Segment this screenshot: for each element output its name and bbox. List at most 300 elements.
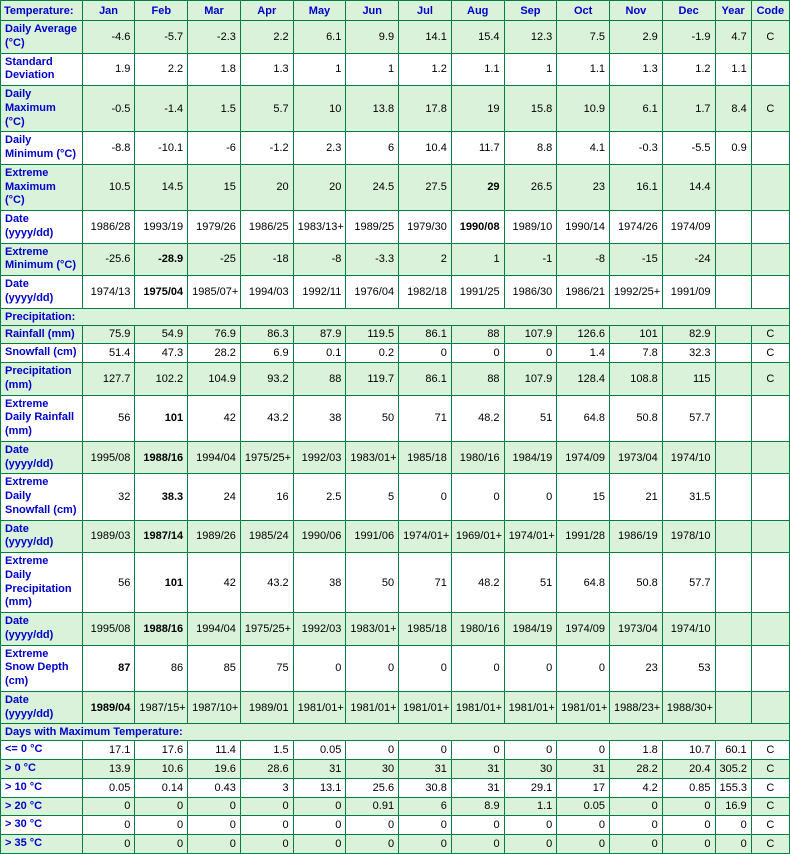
cell-value: 1990/14 (557, 211, 610, 244)
cell-value: 24.5 (346, 164, 399, 210)
row-label: Extreme Snow Depth (cm) (1, 645, 83, 691)
column-header-month-6: Jun (346, 1, 399, 21)
cell-value: 14.1 (399, 21, 452, 54)
cell-value: 5 (346, 474, 399, 520)
cell-value: 10.5 (82, 164, 135, 210)
table-row (1, 778, 790, 797)
cell-code-value: C (751, 741, 789, 760)
table-row (1, 276, 790, 309)
column-header-month-10: Oct (557, 1, 610, 21)
table-row (1, 797, 790, 816)
cell-value: 0.91 (346, 797, 399, 816)
cell-value: 0 (451, 741, 504, 760)
cell-value: 17 (557, 778, 610, 797)
cell-value: 1975/25+ (240, 441, 293, 474)
cell-value: 23 (610, 645, 663, 691)
row-label: Date (yyyy/dd) (1, 520, 83, 553)
cell-value: 1983/13+ (293, 211, 346, 244)
cell-value: 0 (240, 835, 293, 854)
cell-code-value (751, 441, 789, 474)
table-row (1, 645, 790, 691)
cell-value: 0 (557, 741, 610, 760)
cell-value: 1.9 (82, 53, 135, 86)
cell-value: 26.5 (504, 164, 557, 210)
cell-value: 1983/01+ (346, 441, 399, 474)
cell-code-value: C (751, 778, 789, 797)
cell-value: 43.2 (240, 395, 293, 441)
cell-value: 1988/16 (135, 441, 188, 474)
cell-value: 86.1 (399, 363, 452, 396)
column-header-month-3: Mar (188, 1, 241, 21)
cell-value: 119.7 (346, 363, 399, 396)
cell-value: 15 (557, 474, 610, 520)
cell-value: 1986/25 (240, 211, 293, 244)
cell-value: -6 (188, 132, 241, 165)
cell-value: -8 (557, 243, 610, 276)
cell-value: 101 (610, 325, 663, 344)
cell-value: 5.7 (240, 86, 293, 132)
cell-value: 1978/10 (662, 520, 715, 553)
cell-value: 1973/04 (610, 441, 663, 474)
cell-value: 0 (293, 645, 346, 691)
cell-code-value: C (751, 797, 789, 816)
cell-value: 38.3 (135, 474, 188, 520)
cell-value: 32.3 (662, 344, 715, 363)
cell-code-value (751, 553, 789, 613)
cell-value: 2.3 (293, 132, 346, 165)
cell-value: -8.8 (82, 132, 135, 165)
table-row (1, 53, 790, 86)
cell-value: 87 (82, 645, 135, 691)
section-header-days-max-temp: Days with Maximum Temperature: (1, 724, 790, 741)
table-row (1, 760, 790, 779)
cell-year-value (715, 211, 751, 244)
cell-year-value: 8.4 (715, 86, 751, 132)
cell-value: 87.9 (293, 325, 346, 344)
row-label: Daily Average (°C) (1, 21, 83, 54)
cell-value: 38 (293, 553, 346, 613)
cell-value: 127.7 (82, 363, 135, 396)
row-label: > 10 °C (1, 778, 83, 797)
cell-value: 0 (346, 645, 399, 691)
cell-value: -0.3 (610, 132, 663, 165)
cell-value: 15 (188, 164, 241, 210)
cell-value: 0 (293, 797, 346, 816)
cell-value: 19 (451, 86, 504, 132)
cell-value: 1986/28 (82, 211, 135, 244)
cell-value: 23 (557, 164, 610, 210)
cell-value: 128.4 (557, 363, 610, 396)
table-row (1, 441, 790, 474)
cell-value: 0.05 (293, 741, 346, 760)
cell-value: 50 (346, 553, 399, 613)
cell-value: 108.8 (610, 363, 663, 396)
cell-value: 115 (662, 363, 715, 396)
cell-value: 0 (82, 797, 135, 816)
cell-value: -0.5 (82, 86, 135, 132)
cell-year-value (715, 474, 751, 520)
cell-value: 71 (399, 553, 452, 613)
cell-value: 107.9 (504, 325, 557, 344)
cell-value: 1992/03 (293, 613, 346, 646)
row-label: Extreme Maximum (°C) (1, 164, 83, 210)
cell-value: 3 (240, 778, 293, 797)
cell-value: 1985/18 (399, 613, 452, 646)
cell-value: 6.1 (610, 86, 663, 132)
cell-value: 86.3 (240, 325, 293, 344)
cell-value: 1994/04 (188, 613, 241, 646)
cell-value: -3.3 (346, 243, 399, 276)
row-label: Date (yyyy/dd) (1, 276, 83, 309)
cell-value: 0 (188, 816, 241, 835)
cell-value: 0 (610, 797, 663, 816)
table-row (1, 211, 790, 244)
cell-value: 0 (293, 816, 346, 835)
cell-code-value (751, 613, 789, 646)
cell-year-value (715, 395, 751, 441)
column-header-code: Code (751, 1, 789, 21)
cell-value: 1981/01+ (293, 691, 346, 724)
cell-code-value: C (751, 86, 789, 132)
table-row (1, 520, 790, 553)
cell-value: 0 (610, 835, 663, 854)
cell-value: 1981/01+ (451, 691, 504, 724)
cell-year-value (715, 325, 751, 344)
cell-value: 0.43 (188, 778, 241, 797)
row-label: Date (yyyy/dd) (1, 441, 83, 474)
cell-value: 12.3 (504, 21, 557, 54)
cell-value: 1.4 (557, 344, 610, 363)
cell-code-value (751, 276, 789, 309)
cell-value: 1991/06 (346, 520, 399, 553)
cell-value: 88 (451, 363, 504, 396)
cell-value: 13.1 (293, 778, 346, 797)
cell-value: 1982/18 (399, 276, 452, 309)
cell-value: 1 (293, 53, 346, 86)
cell-value: 0 (504, 344, 557, 363)
cell-value: -28.9 (135, 243, 188, 276)
cell-value: 13.8 (346, 86, 399, 132)
row-label: Daily Minimum (°C) (1, 132, 83, 165)
cell-value: 1989/25 (346, 211, 399, 244)
cell-value: 1994/03 (240, 276, 293, 309)
cell-value: 1993/19 (135, 211, 188, 244)
cell-value: 0 (504, 645, 557, 691)
section-header-precipitation: Precipitation: (1, 308, 790, 325)
cell-year-value: 4.7 (715, 21, 751, 54)
cell-value: 86 (135, 645, 188, 691)
cell-value: 75.9 (82, 325, 135, 344)
cell-value: 1.8 (610, 741, 663, 760)
column-header-month-9: Sep (504, 1, 557, 21)
table-row (1, 816, 790, 835)
cell-value: -2.3 (188, 21, 241, 54)
row-label: Date (yyyy/dd) (1, 613, 83, 646)
cell-value: 50.8 (610, 553, 663, 613)
cell-value: 64.8 (557, 395, 610, 441)
cell-year-value: 0 (715, 816, 751, 835)
row-label: Daily Maximum (°C) (1, 86, 83, 132)
cell-value: -24 (662, 243, 715, 276)
cell-code-value (751, 520, 789, 553)
cell-value: 1.2 (662, 53, 715, 86)
cell-value: 57.7 (662, 553, 715, 613)
cell-year-value (715, 276, 751, 309)
cell-value: 57.7 (662, 395, 715, 441)
cell-value: 1994/04 (188, 441, 241, 474)
cell-value: 0 (504, 835, 557, 854)
row-label: Snowfall (cm) (1, 344, 83, 363)
cell-value: 2.2 (135, 53, 188, 86)
cell-year-value: 0 (715, 835, 751, 854)
cell-code-value (751, 211, 789, 244)
column-header-month-5: May (293, 1, 346, 21)
cell-value: -1.9 (662, 21, 715, 54)
row-label: > 30 °C (1, 816, 83, 835)
cell-value: 17.6 (135, 741, 188, 760)
cell-value: 42 (188, 395, 241, 441)
cell-value: 8.8 (504, 132, 557, 165)
cell-value: 0 (346, 835, 399, 854)
cell-value: 48.2 (451, 553, 504, 613)
cell-value: 1981/01+ (504, 691, 557, 724)
table-row (1, 613, 790, 646)
table-row (1, 553, 790, 613)
cell-value: 1985/18 (399, 441, 452, 474)
cell-value: 1986/30 (504, 276, 557, 309)
row-label: Date (yyyy/dd) (1, 691, 83, 724)
cell-value: 1.1 (451, 53, 504, 86)
cell-value: 1988/16 (135, 613, 188, 646)
cell-value: 1974/26 (610, 211, 663, 244)
cell-value: 0 (451, 474, 504, 520)
cell-year-value (715, 645, 751, 691)
cell-year-value (715, 553, 751, 613)
cell-value: 1974/09 (557, 613, 610, 646)
cell-value: 31 (451, 760, 504, 779)
cell-value: 104.9 (188, 363, 241, 396)
cell-value: -15 (610, 243, 663, 276)
cell-value: 2 (399, 243, 452, 276)
table-header-row (1, 1, 790, 21)
cell-value: 1 (451, 243, 504, 276)
cell-value: 1974/10 (662, 613, 715, 646)
cell-year-value: 305.2 (715, 760, 751, 779)
cell-value: 24 (188, 474, 241, 520)
cell-value: 119.5 (346, 325, 399, 344)
column-header-month-2: Feb (135, 1, 188, 21)
row-label: Precipitation (mm) (1, 363, 83, 396)
cell-value: 1990/08 (451, 211, 504, 244)
table-row (1, 741, 790, 760)
cell-year-value: 0.9 (715, 132, 751, 165)
cell-value: 1 (504, 53, 557, 86)
cell-value: 1.8 (188, 53, 241, 86)
cell-code-value (751, 474, 789, 520)
cell-value: 1975/04 (135, 276, 188, 309)
row-label: Extreme Minimum (°C) (1, 243, 83, 276)
cell-value: 1.3 (610, 53, 663, 86)
row-label: > 0 °C (1, 760, 83, 779)
cell-value: 8.9 (451, 797, 504, 816)
cell-value: 7.5 (557, 21, 610, 54)
cell-value: 9.9 (346, 21, 399, 54)
cell-value: 107.9 (504, 363, 557, 396)
cell-value: 0 (557, 835, 610, 854)
cell-value: 20 (293, 164, 346, 210)
cell-value: 0 (610, 816, 663, 835)
cell-value: 1992/03 (293, 441, 346, 474)
cell-value: 31 (451, 778, 504, 797)
cell-value: 0 (399, 474, 452, 520)
cell-value: 1974/01+ (504, 520, 557, 553)
column-header-year: Year (715, 1, 751, 21)
cell-value: 1.5 (240, 741, 293, 760)
cell-value: 1979/26 (188, 211, 241, 244)
cell-value: 76.9 (188, 325, 241, 344)
cell-value: 0 (188, 835, 241, 854)
cell-year-value (715, 613, 751, 646)
cell-value: 1.7 (662, 86, 715, 132)
table-row (1, 363, 790, 396)
cell-value: 15.4 (451, 21, 504, 54)
cell-code-value (751, 164, 789, 210)
table-row (1, 835, 790, 854)
cell-value: 1987/10+ (188, 691, 241, 724)
cell-value: 101 (135, 553, 188, 613)
cell-value: 0 (662, 797, 715, 816)
cell-value: 38 (293, 395, 346, 441)
row-label: > 35 °C (1, 835, 83, 854)
column-header-temperature: Temperature: (1, 1, 83, 21)
cell-value: -25 (188, 243, 241, 276)
cell-year-value: 155.3 (715, 778, 751, 797)
cell-value: -25.6 (82, 243, 135, 276)
cell-code-value: C (751, 344, 789, 363)
cell-year-value (715, 164, 751, 210)
cell-value: 28.2 (188, 344, 241, 363)
cell-value: 29.1 (504, 778, 557, 797)
cell-value: 11.4 (188, 741, 241, 760)
cell-value: 1989/03 (82, 520, 135, 553)
table-row (1, 243, 790, 276)
cell-year-value (715, 520, 751, 553)
cell-value: 1974/09 (557, 441, 610, 474)
cell-value: 1991/28 (557, 520, 610, 553)
cell-value: 17.1 (82, 741, 135, 760)
cell-value: 54.9 (135, 325, 188, 344)
cell-value: 0 (451, 835, 504, 854)
cell-value: 10.4 (399, 132, 452, 165)
cell-value: 10 (293, 86, 346, 132)
cell-value: 2.2 (240, 21, 293, 54)
column-header-month-4: Apr (240, 1, 293, 21)
cell-value: 4.2 (610, 778, 663, 797)
cell-value: 86.1 (399, 325, 452, 344)
cell-value: 85 (188, 645, 241, 691)
cell-value: 0 (662, 816, 715, 835)
cell-value: 71 (399, 395, 452, 441)
cell-value: 16 (240, 474, 293, 520)
cell-value: 0.05 (557, 797, 610, 816)
table-row (1, 21, 790, 54)
cell-value: 6.1 (293, 21, 346, 54)
cell-value: 88 (451, 325, 504, 344)
cell-code-value: C (751, 363, 789, 396)
cell-value: 0 (346, 741, 399, 760)
cell-value: 1984/19 (504, 613, 557, 646)
cell-value: 0 (451, 344, 504, 363)
cell-value: 53 (662, 645, 715, 691)
column-header-month-12: Dec (662, 1, 715, 21)
cell-value: 6 (346, 132, 399, 165)
cell-value: -5.7 (135, 21, 188, 54)
cell-value: 28.2 (610, 760, 663, 779)
cell-value: 0 (346, 816, 399, 835)
cell-value: 0 (451, 816, 504, 835)
cell-value: 1984/19 (504, 441, 557, 474)
cell-year-value (715, 243, 751, 276)
cell-value: 25.6 (346, 778, 399, 797)
cell-value: 1988/30+ (662, 691, 715, 724)
column-header-month-11: Nov (610, 1, 663, 21)
cell-value: 1975/25+ (240, 613, 293, 646)
cell-value: 31 (399, 760, 452, 779)
cell-code-value: C (751, 325, 789, 344)
table-row (1, 164, 790, 210)
cell-year-value (715, 691, 751, 724)
cell-value: 1974/09 (662, 211, 715, 244)
cell-value: 0 (399, 645, 452, 691)
table-row (1, 474, 790, 520)
cell-value: 1988/23+ (610, 691, 663, 724)
table-row (1, 325, 790, 344)
cell-value: 32 (82, 474, 135, 520)
cell-value: 20.4 (662, 760, 715, 779)
cell-value: 64.8 (557, 553, 610, 613)
cell-value: 1989/26 (188, 520, 241, 553)
cell-value: 20 (240, 164, 293, 210)
cell-value: 1 (346, 53, 399, 86)
row-label: > 20 °C (1, 797, 83, 816)
cell-value: 15.8 (504, 86, 557, 132)
table-row (1, 344, 790, 363)
cell-value: 1.3 (240, 53, 293, 86)
cell-value: 1969/01+ (451, 520, 504, 553)
cell-value: 50.8 (610, 395, 663, 441)
cell-value: 0 (399, 344, 452, 363)
cell-value: 7.8 (610, 344, 663, 363)
cell-code-value (751, 53, 789, 86)
cell-value: 1979/30 (399, 211, 452, 244)
column-header-month-7: Jul (399, 1, 452, 21)
cell-value: 1973/04 (610, 613, 663, 646)
cell-value: 1980/16 (451, 613, 504, 646)
table-section-row (1, 724, 790, 741)
cell-value: -1.4 (135, 86, 188, 132)
cell-value: 2.9 (610, 21, 663, 54)
cell-value: 0 (240, 816, 293, 835)
cell-value: 14.5 (135, 164, 188, 210)
row-label: Standard Deviation (1, 53, 83, 86)
table-row (1, 86, 790, 132)
cell-code-value: C (751, 835, 789, 854)
row-label: Rainfall (mm) (1, 325, 83, 344)
table-section-row (1, 308, 790, 325)
cell-value: 56 (82, 553, 135, 613)
cell-value: 0.1 (293, 344, 346, 363)
cell-value: -4.6 (82, 21, 135, 54)
